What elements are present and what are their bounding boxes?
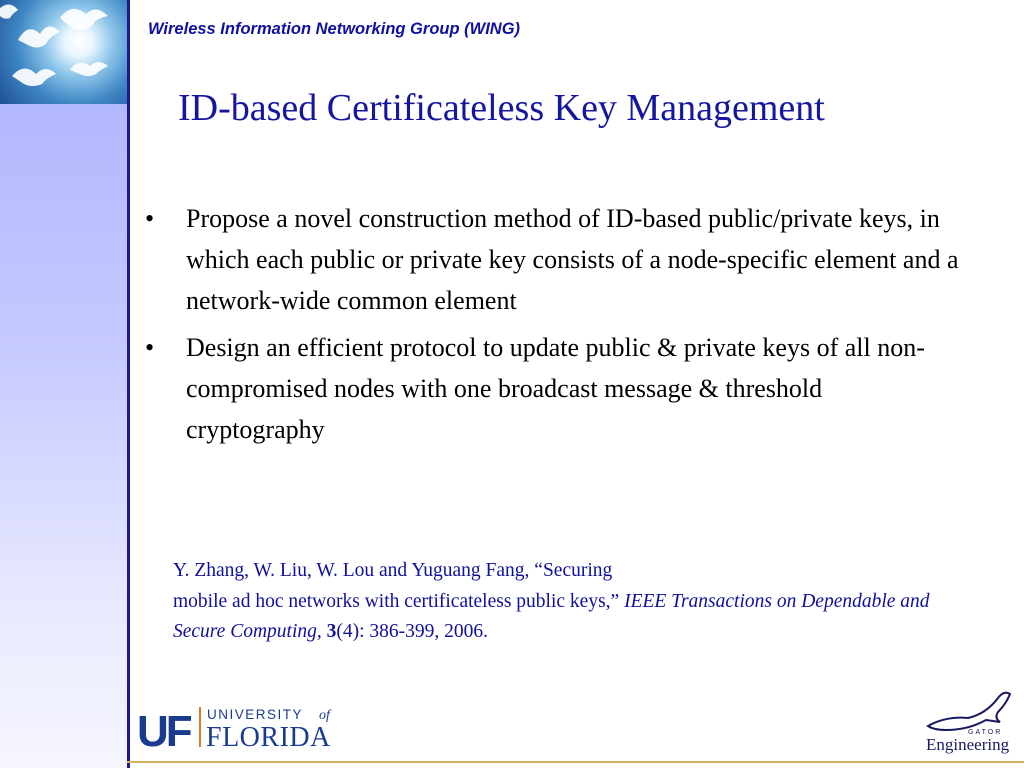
of-word: of <box>319 708 330 723</box>
citation-line-2: mobile ad hoc networks with certificateless public keys,” <box>173 590 625 612</box>
citation-issue: (4): 386-399, 2006. <box>336 621 489 642</box>
bullet-symbol: • <box>145 204 155 233</box>
florida-word: FLORIDA <box>206 722 331 750</box>
left-decorative-band <box>0 0 127 768</box>
bullet-text: Propose a novel construction method of ID-based public/private keys, in which each public or private key consists of a node-specific element and a network-wide common element <box>186 204 959 315</box>
gator-caption: Engineering <box>926 735 1010 754</box>
citation-journal: IEEE Transactions on Dependable and Secure Computing, <box>173 590 930 642</box>
bullet-symbol: • <box>145 333 155 362</box>
vertical-divider-line <box>127 0 130 768</box>
bullet-item <box>145 198 965 321</box>
uf-mark: UF <box>137 707 190 750</box>
citation-line-1: Y. Zhang, W. Liu, W. Lou and Yuguang Fang, “Securing <box>173 560 613 581</box>
doves-sky-image <box>0 0 127 104</box>
bullet-item <box>145 327 965 450</box>
university-word: UNIVERSITY <box>207 707 304 722</box>
citation <box>173 556 973 648</box>
gator-engineering-logo <box>920 688 1020 758</box>
bullet-text: Design an efficient protocol to update public & private keys of all non-compromised nodes with one broadcast message & threshold cryptography <box>186 333 925 444</box>
citation-volume: 3 <box>326 621 337 642</box>
group-title: Wireless Information Networking Group (WING) <box>148 20 521 38</box>
bottom-rule <box>127 761 1024 763</box>
uf-logo <box>137 704 352 750</box>
gator-sub: GATOR <box>968 729 1003 736</box>
slide-title: ID-based Certificateless Key Management <box>178 87 825 129</box>
bullet-list <box>145 198 965 456</box>
